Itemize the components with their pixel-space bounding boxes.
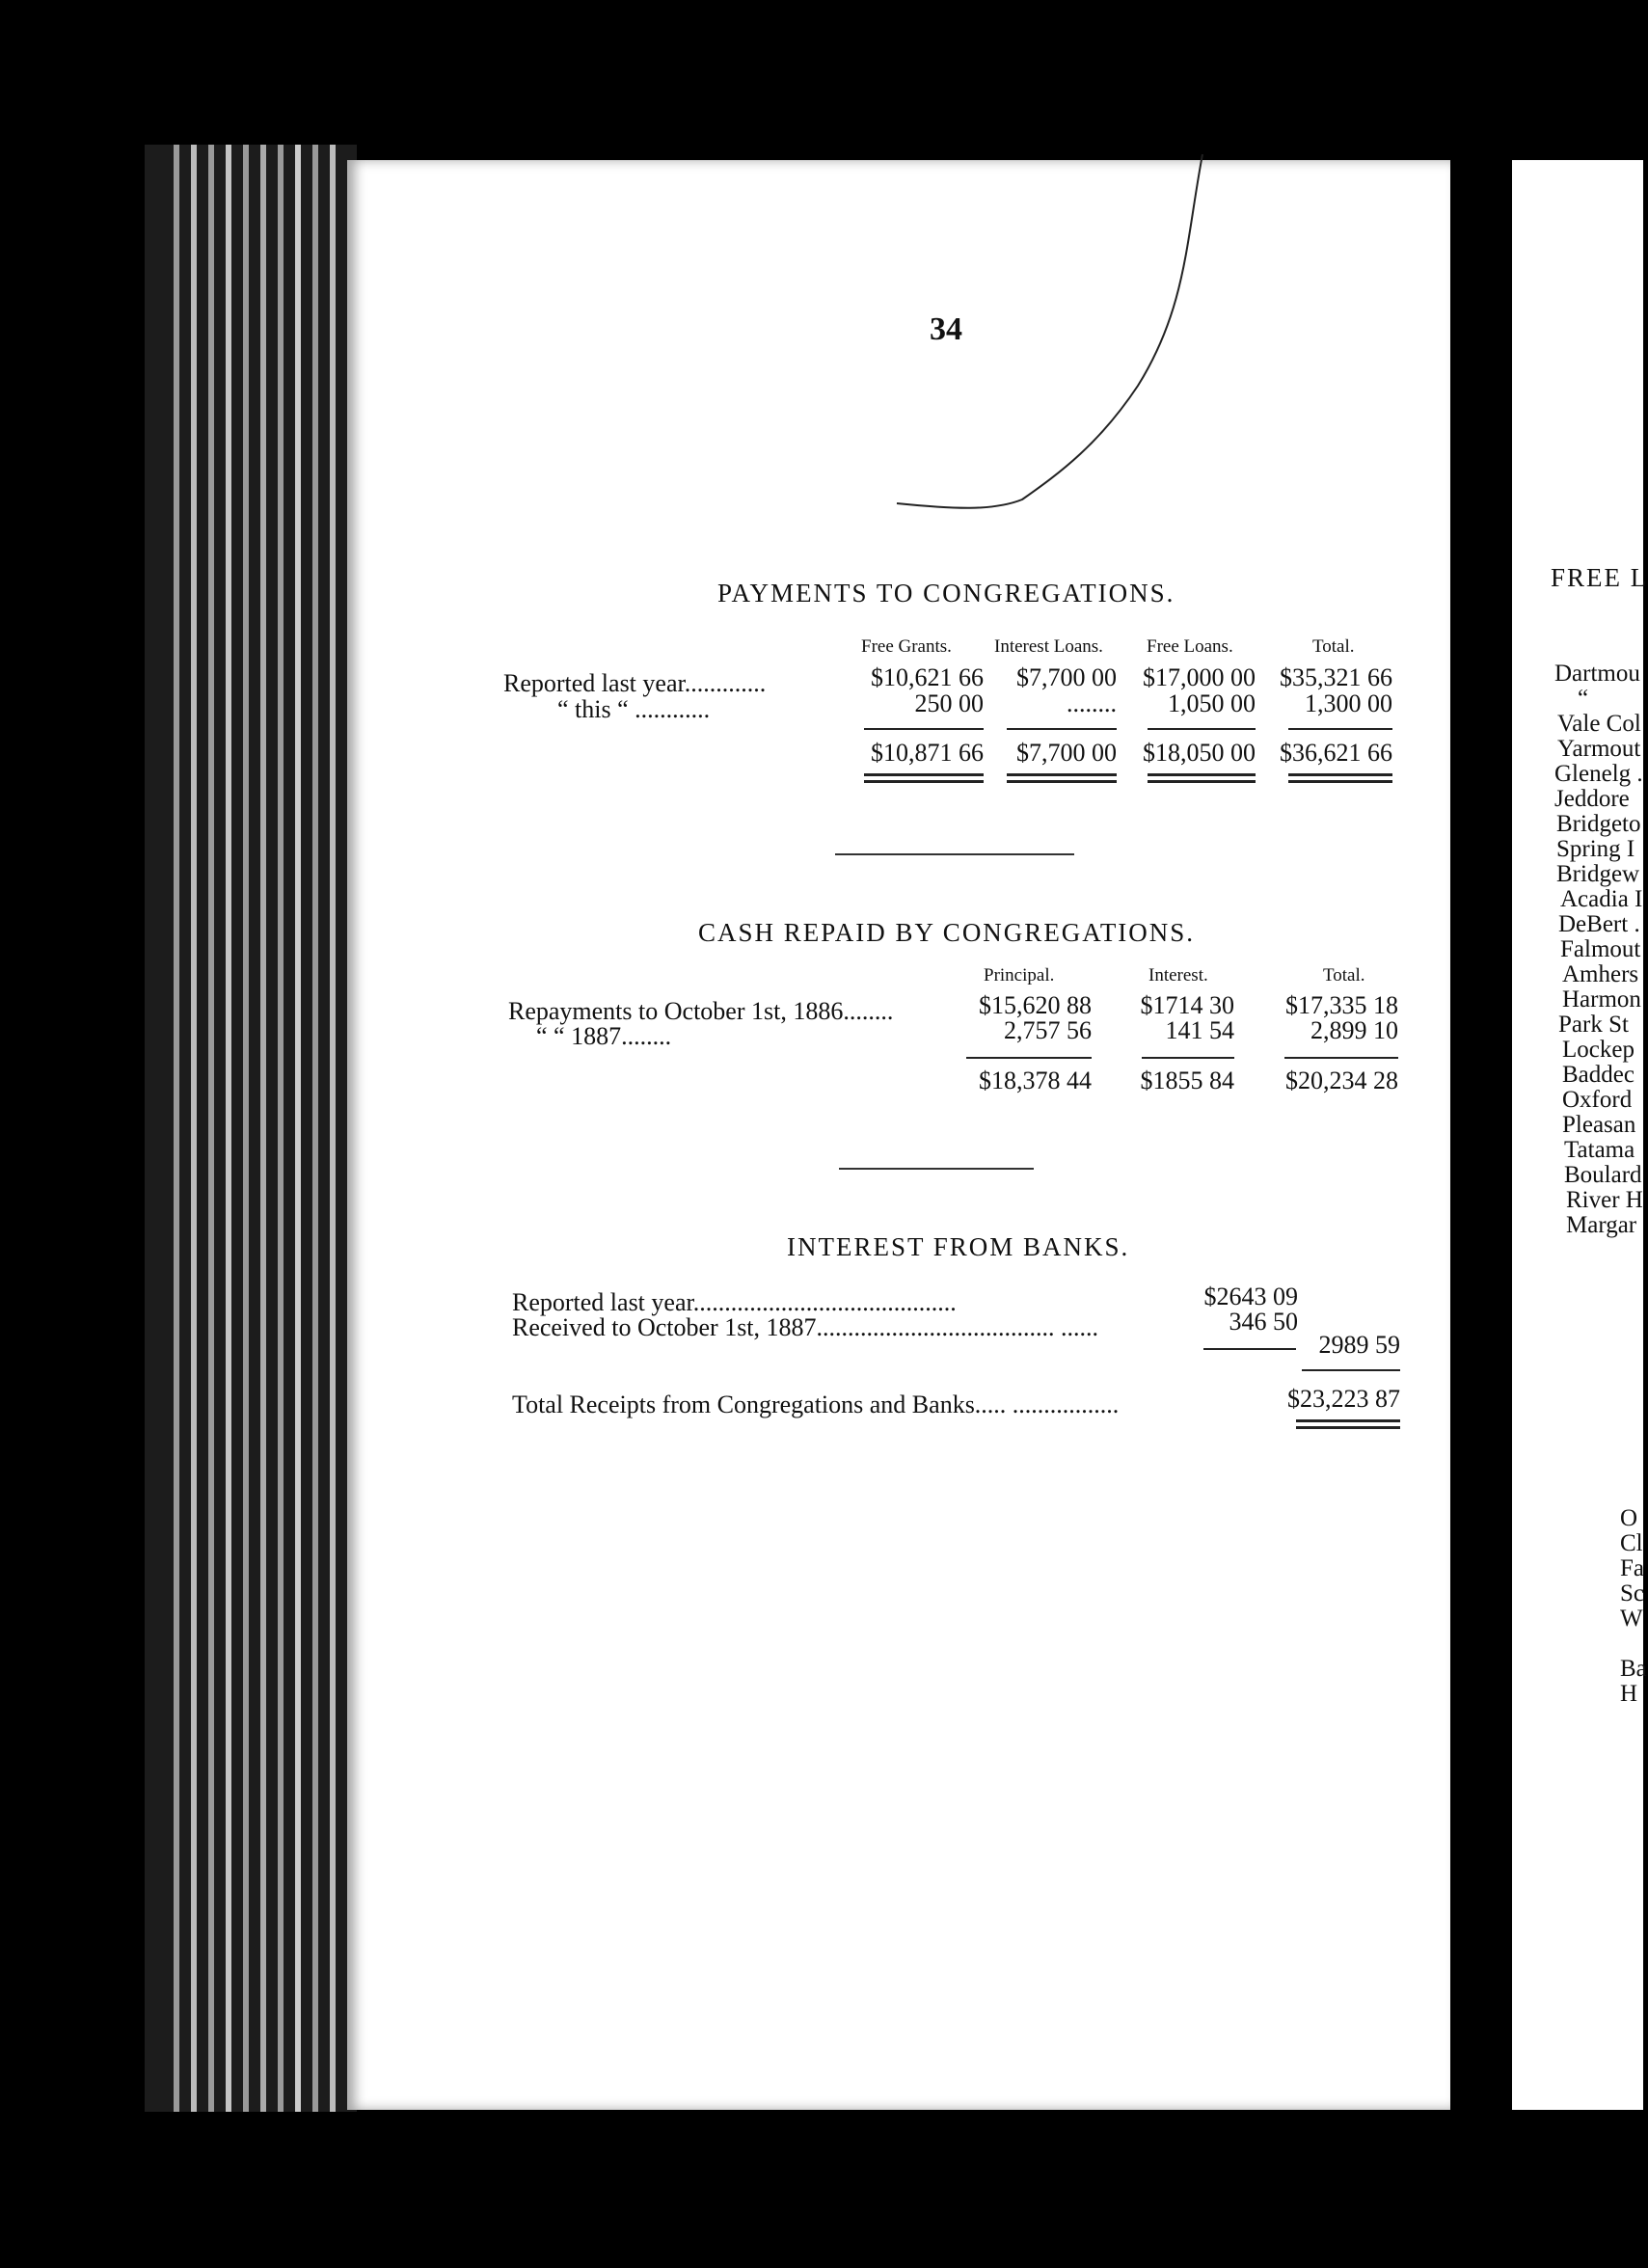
col-principal: Principal. <box>984 965 1055 986</box>
banks-cell: 346 50 <box>1229 1308 1298 1336</box>
facing-line: Tatama <box>1564 1137 1635 1163</box>
total-receipts-label: Total Receipts from Congregations and Banks..... ................. <box>512 1390 1120 1418</box>
banks-title: INTEREST FROM BANKS. <box>787 1232 1130 1261</box>
facing-bottom-line: W <box>1620 1606 1643 1632</box>
repaid-cell: $17,335 18 <box>1285 991 1398 1019</box>
facing-line: “ <box>1578 686 1589 712</box>
payments-cell: $10,621 66 <box>871 663 984 691</box>
col-free-grants: Free Grants. <box>861 636 952 657</box>
facing-line: Jeddore <box>1554 786 1630 812</box>
payments-rule <box>1007 728 1117 730</box>
facing-line: Margar <box>1566 1212 1637 1238</box>
payments-total: $18,050 00 <box>1143 739 1256 767</box>
repaid-rule <box>1284 1057 1398 1059</box>
facing-line: Pleasan <box>1562 1112 1636 1138</box>
facing-heading: FREE L <box>1551 563 1648 592</box>
payments-cell: 1,300 00 <box>1305 689 1392 717</box>
repaid-cell: 2,899 10 <box>1310 1016 1398 1044</box>
facing-line: Dartmou <box>1554 661 1640 687</box>
facing-line: River H <box>1566 1187 1643 1213</box>
payments-cell: $17,000 00 <box>1143 663 1256 691</box>
facing-line: Lockep <box>1562 1037 1634 1063</box>
section-divider <box>835 853 1074 855</box>
facing-line: Bridgew <box>1556 861 1640 887</box>
payments-rule <box>1148 728 1256 730</box>
facing-line: Harmon <box>1562 986 1641 1012</box>
facing-bottom-line: Fa <box>1620 1555 1644 1581</box>
payments-double-rule <box>1288 773 1392 783</box>
payments-rule <box>1288 728 1392 730</box>
facing-line: Bridgeto <box>1556 811 1641 837</box>
repaid-total: $1855 84 <box>1140 1066 1234 1094</box>
payments-double-rule <box>864 773 984 783</box>
repaid-cell: $1714 30 <box>1140 991 1234 1019</box>
payments-double-rule <box>1007 773 1117 783</box>
facing-line: Falmout <box>1560 936 1641 962</box>
facing-bottom-line: O <box>1620 1505 1638 1531</box>
col-interest-loans: Interest Loans. <box>994 636 1103 657</box>
facing-line: Glenelg . <box>1554 761 1643 787</box>
facing-line: Boulard <box>1564 1162 1642 1188</box>
payments-total: $7,700 00 <box>1016 739 1117 767</box>
facing-line: DeBert . <box>1558 911 1640 937</box>
payments-total: $36,621 66 <box>1280 739 1392 767</box>
repaid-cell: $15,620 88 <box>979 991 1092 1019</box>
payments-cell: $35,321 66 <box>1280 663 1392 691</box>
facing-line: Vale Col <box>1557 711 1641 737</box>
payments-total: $10,871 66 <box>871 739 984 767</box>
col-free-loans: Free Loans. <box>1147 636 1233 657</box>
payments-row-label: Reported last year............. <box>503 669 767 697</box>
facing-line: Yarmout <box>1557 736 1641 762</box>
section-divider <box>839 1168 1034 1170</box>
facing-bottom-line: H <box>1620 1681 1638 1707</box>
page-number: 34 <box>930 311 962 347</box>
banks-rule <box>1302 1369 1400 1371</box>
repaid-cell: 2,757 56 <box>1004 1016 1092 1044</box>
repaid-cell: 141 54 <box>1165 1016 1234 1044</box>
repaid-rule <box>966 1057 1092 1059</box>
facing-bottom-line: Cl <box>1620 1530 1643 1556</box>
payments-cell: ........ <box>1067 689 1117 717</box>
facing-bottom-line: Ba <box>1620 1656 1647 1682</box>
payments-double-rule <box>1148 773 1256 783</box>
banks-subtotal: 2989 59 <box>1318 1331 1400 1359</box>
repaid-total: $18,378 44 <box>979 1066 1092 1094</box>
facing-line: Baddec <box>1562 1062 1634 1088</box>
facing-line: Amhers <box>1562 961 1639 987</box>
repaid-row-label: Repayments to October 1st, 1886........ <box>508 997 894 1025</box>
banks-cell: $2643 09 <box>1203 1282 1298 1310</box>
payments-cell: $7,700 00 <box>1016 663 1117 691</box>
payments-cell: 250 00 <box>914 689 984 717</box>
col-total: Total. <box>1312 636 1355 657</box>
facing-line: Spring I <box>1556 836 1635 862</box>
total-double-rule <box>1296 1419 1400 1429</box>
repaid-row-label: “ “ 1887........ <box>536 1022 672 1050</box>
facing-bottom-line: Sc <box>1620 1580 1644 1606</box>
facing-line: Oxford <box>1562 1087 1633 1113</box>
payments-rule <box>864 728 984 730</box>
banks-row-label: Reported last year.......................................... <box>512 1288 957 1316</box>
col-total: Total. <box>1323 965 1365 986</box>
repaid-title: CASH REPAID BY CONGREGATIONS. <box>698 918 1196 947</box>
payments-row-label: “ this “ ............ <box>557 695 711 723</box>
total-receipts-value: $23,223 87 <box>1287 1385 1400 1413</box>
facing-line: Acadia I <box>1560 886 1643 912</box>
repaid-rule <box>1142 1057 1234 1059</box>
payments-title: PAYMENTS TO CONGREGATIONS. <box>717 579 1175 608</box>
payments-cell: 1,050 00 <box>1168 689 1256 717</box>
banks-row-label: Received to October 1st, 1887...................................... ...... <box>512 1313 1099 1341</box>
repaid-total: $20,234 28 <box>1285 1066 1398 1094</box>
facing-line: Park St <box>1558 1012 1629 1038</box>
col-interest: Interest. <box>1148 965 1208 986</box>
